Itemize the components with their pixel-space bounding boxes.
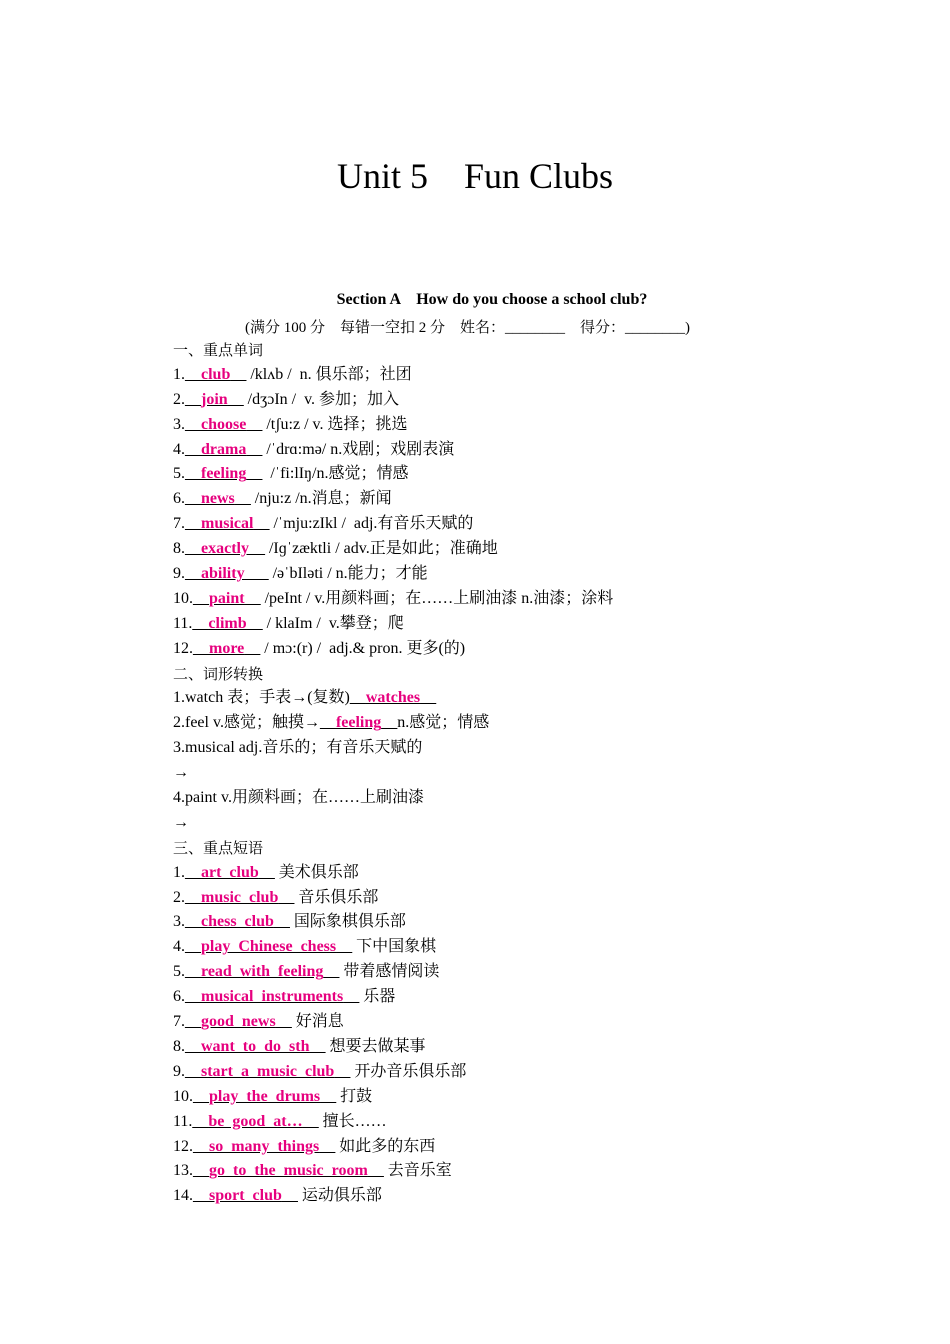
item-definition: / mɔ:(r) / adj.& pron. 更多(的) (260, 639, 466, 657)
blank-underline: __ (334, 1062, 351, 1080)
answer-text: drama (201, 440, 247, 458)
blank-underline: __ (185, 913, 201, 931)
answer-text: be good at… (208, 1112, 303, 1130)
item-definition: /dʒɔIn / v. 参加；加入 (243, 390, 400, 408)
item-number: 4. (173, 938, 185, 956)
item-number: 5. (173, 465, 185, 483)
exercise-item (173, 686, 893, 711)
blank-underline: __ (185, 1013, 201, 1031)
item-definition: 如此多的东西 (335, 1137, 436, 1155)
blank-underline: __ (185, 988, 201, 1006)
item-definition: 擅长…… (318, 1112, 387, 1130)
blank-underline: __ (275, 1013, 292, 1031)
exercise-item (173, 587, 893, 612)
item-definition: 开办音乐俱乐部 (350, 1062, 467, 1080)
blank-underline: __ (185, 1037, 201, 1055)
item-number: 12. (173, 1137, 193, 1155)
blank-underline: __ (193, 1087, 209, 1105)
item-definition: / klaIm / v.攀登；爬 (262, 614, 404, 632)
blank-underline: __ (230, 365, 247, 383)
exercise-item (173, 612, 893, 637)
exercise-item (173, 363, 893, 388)
blank-underline: __ (246, 614, 263, 632)
blank-underline: __ (185, 465, 201, 483)
item-number: 3. (173, 415, 185, 433)
item-definition: 运动俱乐部 (297, 1187, 382, 1205)
blank-underline: __ (302, 1112, 319, 1130)
answer-text: so many things (209, 1137, 320, 1155)
blank-underline: __ (320, 1087, 337, 1105)
exercise-line (173, 811, 893, 836)
exercise-item (173, 462, 893, 487)
blank-underline: __ (185, 390, 201, 408)
item-number: 6. (173, 490, 185, 508)
item-number: 2.feel v.感觉；触摸→ (173, 714, 320, 732)
item-definition: 带着感情阅读 (339, 963, 440, 981)
blank-underline: __ (185, 365, 201, 383)
item-number: 12. (173, 639, 193, 657)
item-definition: 下中国象棋 (352, 938, 437, 956)
answer-text: club (201, 365, 231, 383)
blank-underline: __ (185, 888, 201, 906)
line-text: 4.paint v.用颜料画；在……上刷油漆 (173, 789, 424, 807)
answer-text: good news (201, 1013, 276, 1031)
item-definition: /nju:z /n.消息；新闻 (250, 490, 392, 508)
blank-underline: __ (193, 1187, 209, 1205)
item-definition: /peInt / v.用颜料画；在……上刷油漆 n.油漆；涂料 (260, 589, 614, 607)
blank-underline: __ (319, 1137, 336, 1155)
blank-underline: __ (253, 515, 270, 533)
exercise-line (173, 786, 893, 811)
item-definition: /ˈdrɑ:mə/ n.戏剧；戏剧表演 (262, 440, 455, 458)
exercise-item (173, 1135, 893, 1160)
item-number: 11. (173, 614, 193, 632)
blank-underline: __ (185, 490, 201, 508)
page-title: Unit 5 Fun Clubs (336, 156, 614, 196)
exercise-list (173, 338, 893, 1209)
blank-underline: __ (336, 938, 353, 956)
blank-underline: __ (309, 1037, 326, 1055)
blank-underline: __ (192, 1112, 209, 1130)
item-definition: 音乐俱乐部 (294, 888, 379, 906)
blank-underline: __ (248, 540, 265, 558)
item-number: 3. (173, 913, 185, 931)
answer-text: go to the music room (209, 1162, 368, 1180)
heading-text: 二、词形转换 (173, 664, 264, 683)
blank-underline: __ (193, 639, 209, 657)
item-number: 8. (173, 540, 185, 558)
item-number: 2. (173, 390, 185, 408)
answer-text: news (201, 490, 235, 508)
answer-text: chess club (201, 913, 274, 931)
blank-underline: __ (278, 888, 295, 906)
item-number: 5. (173, 963, 185, 981)
exercise-item (173, 861, 893, 886)
blank-underline: __ (349, 689, 366, 707)
answer-text: choose (201, 415, 247, 433)
exercise-item (173, 1035, 893, 1060)
exercise-item (173, 711, 893, 736)
heading-text: 三、重点短语 (173, 838, 264, 857)
blank-underline: __ (234, 490, 251, 508)
blank-underline: __ (246, 465, 263, 483)
exercise-item (173, 537, 893, 562)
blank-underline: ___ (244, 565, 269, 583)
item-number: 1.watch 表；手表→(复数) (173, 689, 350, 707)
item-number: 10. (173, 589, 193, 607)
answer-text: sport club (209, 1187, 282, 1205)
exercise-item (173, 487, 893, 512)
item-definition: 打鼓 (336, 1087, 373, 1105)
answer-text: more (209, 639, 245, 657)
exercise-item (173, 1060, 893, 1085)
exercise-line (173, 736, 893, 761)
blank-underline: __ (185, 515, 201, 533)
exercise-item (173, 985, 893, 1010)
item-definition: n.感觉；情感 (397, 714, 490, 732)
item-number: 8. (173, 1037, 185, 1055)
item-number: 2. (173, 888, 185, 906)
blank-underline: __ (193, 1137, 209, 1155)
blank-underline: __ (381, 714, 398, 732)
item-definition: 去音乐室 (383, 1162, 452, 1180)
blank-underline: __ (258, 863, 275, 881)
answer-text: exactly (201, 540, 249, 558)
answer-text: ability (201, 565, 245, 583)
exercise-item (173, 637, 893, 662)
item-number: 13. (173, 1162, 193, 1180)
blank-underline: __ (193, 589, 209, 607)
blank-underline: __ (246, 440, 263, 458)
blank-underline: __ (319, 714, 336, 732)
item-definition: /klʌb / n. 俱乐部；社团 (246, 365, 412, 383)
section-heading (173, 836, 893, 861)
answer-text: play the drums (209, 1087, 321, 1105)
exercise-item (173, 1010, 893, 1035)
exercise-item (173, 512, 893, 537)
line-text: → (173, 813, 189, 831)
answer-text: musical (201, 515, 254, 533)
answer-text: paint (209, 589, 245, 607)
answer-text: want to do sth (201, 1037, 310, 1055)
blank-underline: __ (185, 938, 201, 956)
blank-underline: __ (273, 913, 290, 931)
answer-text: feeling (335, 714, 382, 732)
exercise-item (173, 886, 893, 911)
blank-underline: __ (281, 1187, 298, 1205)
blank-underline: __ (185, 1062, 201, 1080)
heading-text: 一、重点单词 (173, 341, 264, 359)
item-definition: 乐器 (359, 988, 396, 1006)
exercise-item (173, 935, 893, 960)
exercise-item (173, 1184, 893, 1209)
score-line: (满分 100 分 每错一空扣 2 分 姓名：________ 得分：________) (245, 320, 690, 336)
exercise-item (173, 910, 893, 935)
item-number: 6. (173, 988, 185, 1006)
item-number: 10. (173, 1087, 193, 1105)
item-number: 1. (173, 365, 185, 383)
section-subtitle: Section A How do you choose a school club? (336, 291, 648, 308)
blank-underline: __ (185, 863, 201, 881)
exercise-item (173, 1110, 893, 1135)
section-heading (173, 662, 893, 687)
exercise-item (173, 1159, 893, 1184)
blank-underline: __ (227, 390, 244, 408)
blank-underline: __ (367, 1162, 384, 1180)
answer-text: join (201, 390, 228, 408)
line-text: 3.musical adj.音乐的；有音乐天赋的 (173, 739, 423, 757)
exercise-item (173, 1085, 893, 1110)
blank-underline: __ (185, 415, 201, 433)
item-definition: /ˈmju:zIkl / adj.有音乐天赋的 (269, 515, 474, 533)
answer-text: climb (208, 614, 247, 632)
item-number: 9. (173, 565, 185, 583)
blank-underline: __ (185, 440, 201, 458)
line-text: → (173, 764, 189, 782)
section-heading (173, 338, 893, 363)
blank-underline: __ (244, 639, 261, 657)
item-number: 11. (173, 1112, 193, 1130)
item-definition: /tʃu:z / v. 选择；挑选 (262, 415, 408, 433)
blank-underline: __ (193, 1162, 209, 1180)
exercise-item (173, 388, 893, 413)
item-number: 9. (173, 1062, 185, 1080)
answer-text: start a music club (201, 1062, 335, 1080)
item-definition: 想要去做某事 (325, 1037, 426, 1055)
item-number: 14. (173, 1187, 193, 1205)
blank-underline: __ (343, 988, 360, 1006)
exercise-line (173, 761, 893, 786)
item-definition: /əˈbIləti / n.能力；才能 (268, 565, 428, 583)
item-definition: /ˈfi:lIŋ/n.感觉；情感 (262, 465, 409, 483)
blank-underline: __ (246, 415, 263, 433)
answer-text: musical instruments (201, 988, 344, 1006)
answer-text: art club (201, 863, 259, 881)
item-definition: 国际象棋俱乐部 (289, 913, 406, 931)
item-definition: /Iɡˈzæktli / adv.正是如此；准确地 (264, 540, 498, 558)
exercise-item (173, 413, 893, 438)
item-number: 4. (173, 440, 185, 458)
blank-underline: __ (420, 689, 437, 707)
item-number: 1. (173, 863, 185, 881)
answer-text: feeling (201, 465, 247, 483)
answer-text: music club (201, 888, 279, 906)
blank-underline: __ (244, 589, 261, 607)
exercise-item (173, 438, 893, 463)
item-definition: 美术俱乐部 (274, 863, 359, 881)
blank-underline: __ (192, 614, 209, 632)
exercise-item (173, 960, 893, 985)
answer-text: read with feeling (201, 963, 324, 981)
blank-underline: __ (323, 963, 340, 981)
answer-text: watches (365, 689, 421, 707)
blank-underline: __ (185, 540, 201, 558)
item-number: 7. (173, 1013, 185, 1031)
blank-underline: __ (185, 963, 201, 981)
blank-underline: __ (185, 565, 201, 583)
answer-text: play Chinese chess (201, 938, 337, 956)
item-definition: 好消息 (291, 1013, 344, 1031)
exercise-item (173, 562, 893, 587)
item-number: 7. (173, 515, 185, 533)
